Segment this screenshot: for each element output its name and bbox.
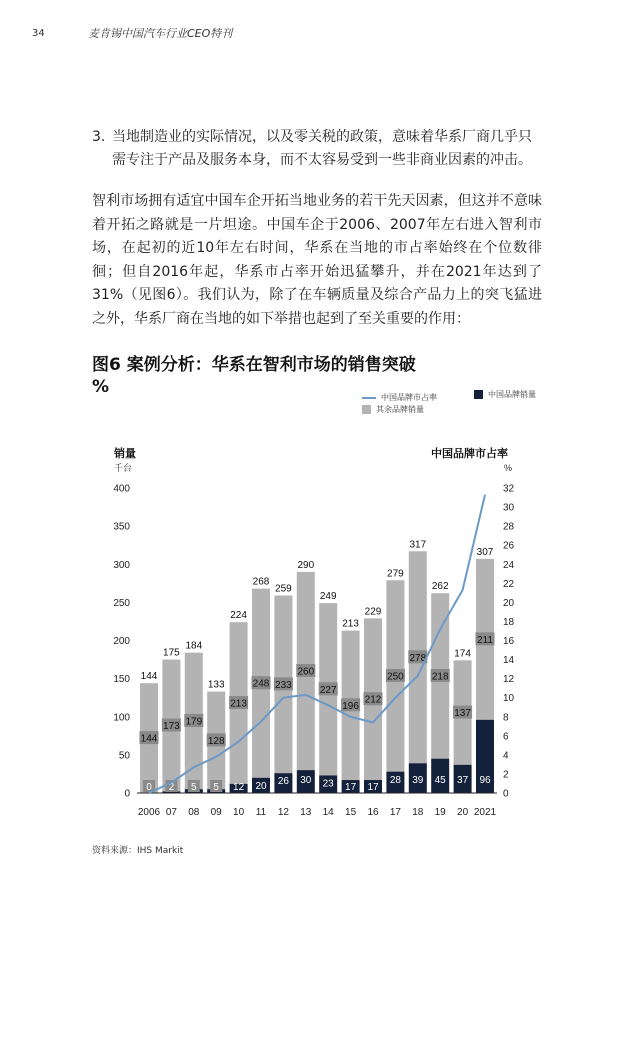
x-tick-label: 10: [233, 807, 245, 818]
right-axis-unit: %: [503, 463, 512, 473]
value-label-chinese: 37: [457, 775, 469, 786]
x-tick-label: 08: [188, 807, 200, 818]
bar-total-label: 229: [364, 606, 382, 618]
value-label-other: 278: [409, 652, 427, 664]
bar-total-label: 290: [297, 559, 315, 571]
figure-unit: %: [92, 377, 110, 397]
left-tick-label: 400: [113, 483, 130, 495]
value-label-chinese: 30: [300, 775, 312, 786]
x-tick-label: 12: [277, 807, 289, 818]
left-axis-unit: 千台: [114, 463, 133, 473]
value-label-other: 250: [387, 671, 404, 683]
running-header: 麦肯锡中国汽车行业CEO特刊: [88, 27, 233, 40]
figure-title: 图6 案例分析：华系在智利市场的销售突破: [92, 355, 416, 375]
value-label-other: 179: [185, 716, 203, 728]
value-label-chinese: 5: [213, 782, 219, 793]
value-label-other: 137: [454, 708, 471, 720]
value-label-chinese: 20: [255, 780, 267, 792]
bar-total-label: 174: [454, 648, 471, 660]
legend-label-chinese: 中国品牌销量: [488, 390, 536, 399]
x-tick-label: 13: [300, 807, 312, 818]
x-tick-label: 2006: [137, 807, 161, 818]
x-tick-label: 20: [457, 807, 469, 818]
legend-label-other: 其余品牌销量: [376, 405, 424, 414]
bar-total-label: 279: [387, 568, 404, 580]
bar-total-label: 262: [431, 581, 449, 593]
value-label-chinese: 28: [389, 775, 401, 786]
value-label-chinese: 45: [434, 775, 446, 786]
x-tick-label: 14: [322, 807, 334, 818]
body-paragraph: 智利市场拥有适宜中国车企开拓当地业务的若干先天因素，但这并不意味着开拓之路就是一片坦途。中国车企于2006、2007年左右进入智利市场，在起初的近10年左右时间，华系在当地的市占率始终在个位数徘徊；但自2016年起，华系市占率开始迅猛攀升，并在2021年达到了31%（见图6）。我们认为，除了在车辆质量及综合产品力上的突飞猛进之外，华系厂商在当地的如下举措也起到了至关重要的作用：: [92, 193, 542, 327]
right-tick-label: 22: [503, 578, 515, 590]
right-tick-label: 2: [503, 769, 509, 781]
value-label-other: 173: [163, 721, 180, 733]
value-label-other: 144: [140, 733, 158, 745]
right-tick-label: 32: [503, 483, 515, 495]
x-tick-label: 09: [210, 807, 222, 818]
left-tick-label: 0: [124, 788, 130, 800]
left-tick-label: 250: [113, 597, 130, 609]
right-tick-label: 4: [503, 750, 509, 762]
source-note: 资料来源：IHS Markit: [92, 846, 184, 856]
value-label-chinese: 2: [168, 782, 175, 793]
legend-label-share: 中国品牌市占率: [381, 393, 437, 402]
right-tick-label: 20: [503, 597, 515, 609]
right-tick-label: 28: [503, 521, 515, 533]
right-tick-label: 26: [503, 540, 515, 552]
right-axis-title: 中国品牌市占率: [431, 448, 508, 460]
right-tick-label: 0: [503, 788, 509, 800]
value-label-other: 196: [342, 700, 359, 712]
bar-total-label: 184: [185, 640, 203, 652]
value-label-other: 212: [364, 694, 382, 706]
value-label-other: 260: [297, 666, 315, 678]
left-axis-title: 销量: [114, 448, 136, 460]
left-tick-label: 100: [113, 712, 130, 724]
value-label-other: 233: [275, 679, 292, 691]
x-tick-label: 19: [434, 807, 446, 818]
value-label-other: 211: [477, 634, 493, 646]
x-tick-label: 2021: [473, 807, 497, 818]
page-number: 34: [32, 28, 45, 39]
right-tick-label: 30: [503, 502, 515, 514]
left-tick-label: 350: [113, 521, 130, 533]
bar-total-label: 259: [275, 583, 292, 595]
bar-total-label: 224: [230, 610, 247, 622]
value-label-other: 128: [207, 735, 225, 747]
value-label-chinese: 0: [146, 782, 152, 793]
right-tick-label: 24: [503, 559, 515, 571]
value-label-chinese: 17: [367, 782, 379, 793]
left-tick-label: 150: [113, 674, 130, 686]
x-tick-label: 17: [389, 807, 401, 818]
value-label-chinese: 5: [191, 782, 197, 793]
x-tick-label: 11: [255, 807, 267, 818]
bar-total-label: 317: [409, 539, 427, 551]
list-number: 3.: [92, 129, 106, 145]
value-label-chinese: 17: [345, 782, 357, 793]
right-tick-label: 10: [503, 693, 515, 705]
value-label-chinese: 96: [479, 775, 491, 786]
x-tick-label: 07: [165, 807, 177, 818]
bar-total-label: 144: [140, 671, 158, 683]
right-tick-label: 14: [503, 655, 515, 667]
value-label-other: 248: [252, 678, 270, 690]
bar-total-label: 307: [476, 546, 494, 558]
right-tick-label: 16: [503, 636, 515, 647]
bar-total-label: 175: [163, 647, 180, 659]
right-tick-label: 6: [503, 731, 509, 743]
value-label-chinese: 26: [277, 776, 289, 788]
list-text: 当地制造业的实际情况，以及零关税的政策，意味着华系厂商几乎只需专注于产品及服务本身，而不太容易受到一些非商业因素的冲击。: [112, 129, 532, 168]
right-tick-label: 18: [503, 616, 515, 628]
x-tick-label: 16: [367, 807, 379, 818]
bar-total-label: 133: [207, 679, 225, 691]
bar-total-label: 213: [342, 618, 359, 630]
bar-total-label: 249: [319, 591, 337, 603]
left-tick-label: 50: [118, 750, 130, 762]
value-label-chinese: 23: [322, 778, 334, 790]
left-tick-label: 200: [113, 636, 130, 647]
value-label-other: 218: [431, 671, 449, 683]
value-label-other: 227: [319, 684, 337, 696]
value-label-other: 213: [230, 698, 247, 710]
left-tick-label: 300: [113, 559, 130, 571]
right-tick-label: 8: [503, 712, 509, 724]
right-tick-label: 12: [503, 674, 515, 686]
x-tick-label: 18: [412, 807, 424, 818]
bar-total-label: 268: [252, 576, 270, 588]
value-label-chinese: 12: [233, 782, 245, 793]
value-label-chinese: 39: [412, 775, 424, 786]
x-tick-label: 15: [345, 807, 357, 818]
